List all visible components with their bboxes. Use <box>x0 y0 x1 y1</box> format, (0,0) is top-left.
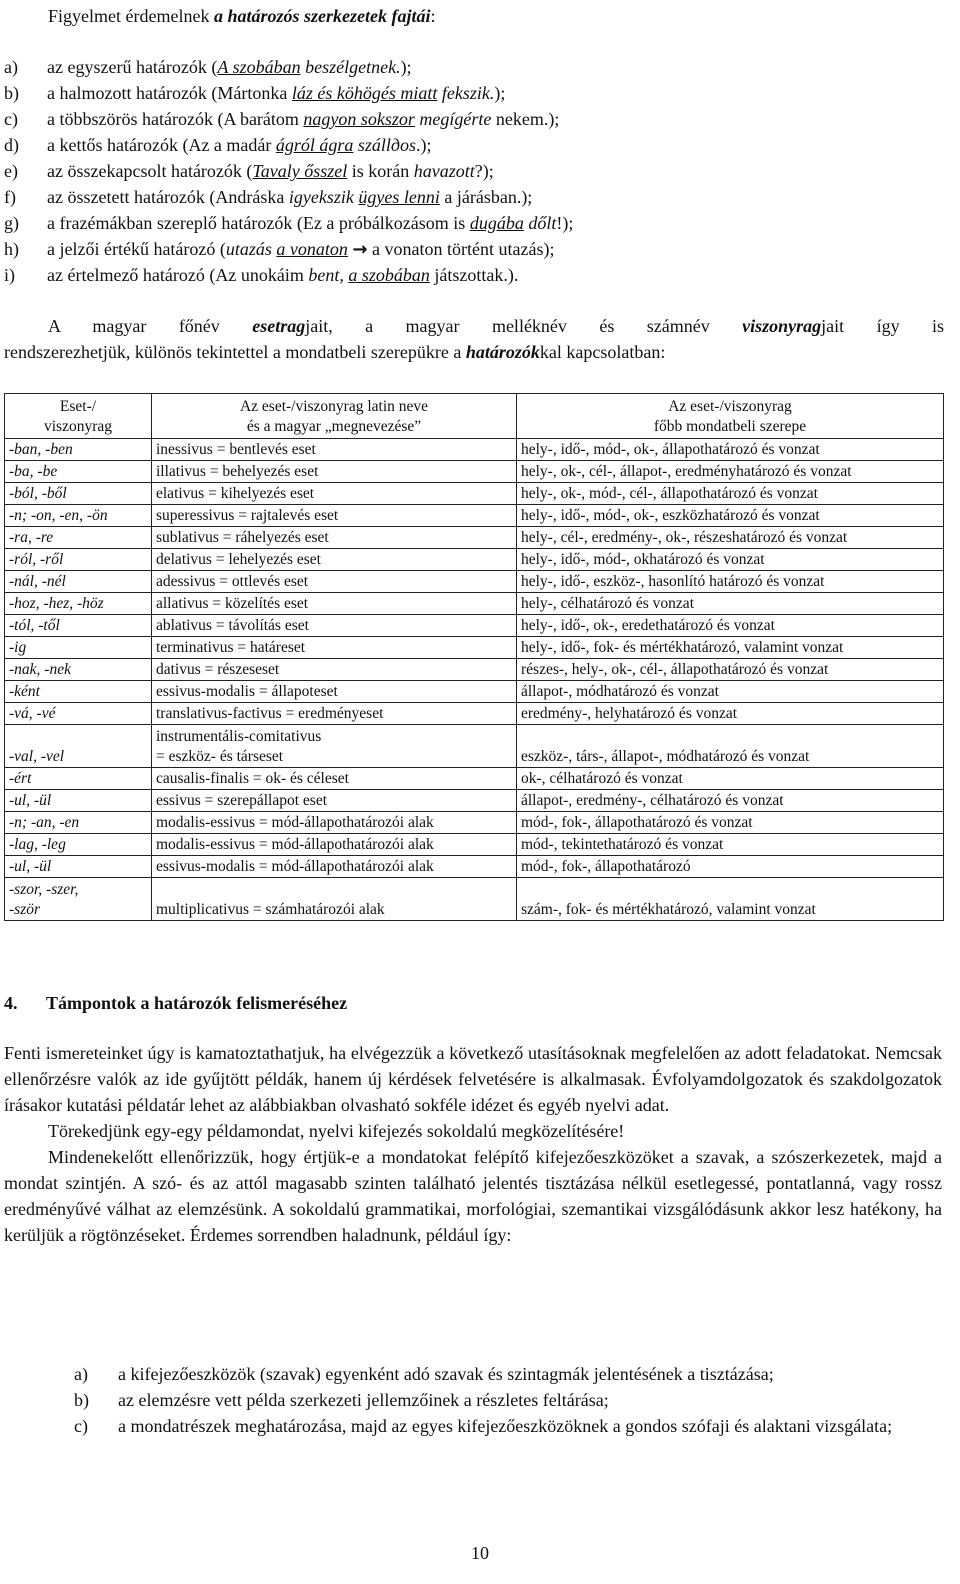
list-item: h) a jelzői értékű határozó (utazás a vonaton → a vonaton történt utazás); <box>4 236 944 262</box>
table-row <box>5 439 944 461</box>
page-number: 10 <box>471 1543 489 1563</box>
header-suffix: Eset-/ viszonyrag <box>5 394 152 439</box>
table-cell-role: szám-, fok- és mértékhatározó, valamint vonzat <box>517 878 944 921</box>
table-row <box>5 527 944 549</box>
table-cell-suf: -ban, -ben <box>5 439 152 461</box>
type-text: az egyszerű határozók (A szobában beszélgetnek.); <box>47 57 412 77</box>
type-text: a kettős határozók (Az a madár ágról ágra szállдos.); <box>47 135 432 155</box>
table-cell-lat: sublativus = ráhelyezés eset <box>152 527 517 549</box>
table-cell-role: hely-, idő-, mód-, ok-, eszközhatározó és vonzat <box>517 505 944 527</box>
table-cell-role: hely-, idő-, mód-, ok-, állapothatározó és vonzat <box>517 439 944 461</box>
table-cell-suf: -nak, -nek <box>5 659 152 681</box>
type-text: az összetett határozók (Andráska igyekszik ügyes lenni a járásban.); <box>47 187 533 207</box>
table-cell-lat: terminativus = határeset <box>152 637 517 659</box>
table-cell-role: állapot-, módhatározó és vonzat <box>517 681 944 703</box>
table-cell-suf: -ul, -ül <box>5 790 152 812</box>
type-text: a jelzői értékű határozó (utazás a vonaton → a vonaton történt utazás); <box>47 239 555 260</box>
table-header-row <box>5 394 944 439</box>
table-row <box>5 659 944 681</box>
table-cell-lat: allativus = közelítés eset <box>152 593 517 615</box>
type-text: a frazémákban szereplő határozók (Ez a próbálkozásom is dugába dőlt!); <box>47 213 574 233</box>
intro-prefix: Figyelmet érdemelnek <box>48 6 214 26</box>
table-cell-suf: -val, -vel <box>5 725 152 768</box>
table-cell-lat: ablativus = távolítás eset <box>152 615 517 637</box>
list-item: g) a frazémákban szereplő határozók (Ez a próbálkozásom is dugába dőlt!); <box>4 210 944 236</box>
table-cell-role: mód-, fok-, állapothatározó és vonzat <box>517 812 944 834</box>
table-row <box>5 549 944 571</box>
table-cell-suf: -n; -on, -en, -ön <box>5 505 152 527</box>
table-cell-lat: essivus-modalis = állapoteset <box>152 681 517 703</box>
table-cell-role: mód-, tekintethatározó és vonzat <box>517 834 944 856</box>
list-item: c) a mondatrészek meghatározása, majd az egyes kifejezőeszközöknek a gondos szófaji és alaktani vizsgálata; <box>74 1416 893 1436</box>
table-row <box>5 834 944 856</box>
table-cell-role: eredmény-, helyhatározó és vonzat <box>517 703 944 725</box>
list-item: c) a többszörös határozók (A barátom nagyon sokszor megígérte nekem.); <box>4 106 944 132</box>
type-text: az értelmező határozó (Az unokáim bent, a szobában játszottak.). <box>47 265 519 285</box>
table-cell-role: hely-, idő-, eszköz-, hasonlító határozó és vonzat <box>517 571 944 593</box>
list-item: b) az elemzésre vett példa szerkezeti jellemzőinek a részletes feltárása; <box>74 1390 609 1410</box>
body-paragraph: Mindenekelőtt ellenőrizzük, hogy értjük-e a mondatokat felépítő kifejezőeszközöket a szavak, a szószerkezetek, majd a mondat szintjén. A szó- és az attól magasabb szinten található jelentés tisztázása nélkül esetlegessé, pontatlanná, vagy rossz eredményűvé válhat az elemzésünk. A sokoldalú grammatikai, morfológiai, szemantikai vizsgálódásunk akkor lesz hatékony, ha kerüljük a rögtönzéseket. Érdemes sorrendben haladnunk, például így: <box>4 1147 942 1245</box>
section-body <box>4 1040 942 1248</box>
table-cell-role: hely-, idő-, ok-, eredethatározó és vonzat <box>517 615 944 637</box>
list-item: a) az egyszerű határozók (A szobában beszélgetnek.); <box>4 54 944 80</box>
table-cell-lat: translativus-factivus = eredményeset <box>152 703 517 725</box>
type-text: a halmozott határozók (Mártonka láz és köhögés miatt fekszik.); <box>47 83 506 103</box>
table-cell-role: hely-, idő-, mód-, okhatározó és vonzat <box>517 549 944 571</box>
table-cell-role: hely-, cél-, eredmény-, ok-, részeshatározó és vonzat <box>517 527 944 549</box>
table-cell-suf: -ból, -ből <box>5 483 152 505</box>
intro-line <box>48 2 435 30</box>
table-cell-lat: instrumentális-comitativus = eszköz- és társeset <box>152 725 517 768</box>
case-intro-paragraph <box>4 313 944 365</box>
table-cell-suf: -nál, -nél <box>5 571 152 593</box>
table-row <box>5 790 944 812</box>
table-cell-lat: illativus = behelyezés eset <box>152 461 517 483</box>
table-row <box>5 571 944 593</box>
table-cell-role: hely-, célhatározó és vonzat <box>517 593 944 615</box>
list-item: f) az összetett határozók (Andráska igyekszik ügyes lenni a járásban.); <box>4 184 944 210</box>
list-item: a) a kifejezőeszközök (szavak) egyenként adó szavak és szintagmák jelentésének a tisztázása; <box>74 1364 774 1384</box>
table-row <box>5 725 944 768</box>
table-cell-role: részes-, hely-, ok-, cél-, állapothatározó és vonzat <box>517 659 944 681</box>
section-heading: 4. Támpontok a határozók felismeréséhez <box>4 993 348 1013</box>
table-cell-suf: -vá, -vé <box>5 703 152 725</box>
intro-emphasis: a határozós szerkezetek fajtái <box>213 6 431 26</box>
table-cell-lat: modalis-essivus = mód-állapothatározói alak <box>152 834 517 856</box>
table-cell-lat: inessivus = bentlevés eset <box>152 439 517 461</box>
list-item: i) az értelmező határozó (Az unokáim bent, a szobában játszottak.). <box>4 262 944 288</box>
table-cell-suf: -lag, -leg <box>5 834 152 856</box>
table-cell-role: hely-, ok-, mód-, cél-, állapothatározó és vonzat <box>517 483 944 505</box>
table-cell-suf: -tól, -től <box>5 615 152 637</box>
table-cell-suf: -ról, -ről <box>5 549 152 571</box>
case-intro-line-2: rendszerezhetjük, különös tekintettel a mondatbeli szerepükre a határozókkal kapcsolatban: <box>4 342 666 362</box>
table-row <box>5 505 944 527</box>
list-item: e) az összekapcsolt határozók (Tavaly ősszel is korán havazott?); <box>4 158 944 184</box>
list-item: d) a kettős határozók (Az a madár ágról ágra szállдos.); <box>4 132 944 158</box>
table-cell-role: hely-, ok-, cél-, állapot-, eredményhatározó és vonzat <box>517 461 944 483</box>
list-item: b) a halmozott határozók (Mártonka láz és köhögés miatt fekszik.); <box>4 80 944 106</box>
table-cell-suf: -ért <box>5 768 152 790</box>
header-latin-name: Az eset-/viszonyrag latin neve és a magyar „megnevezése” <box>152 394 517 439</box>
table-cell-lat: essivus = szerepállapot eset <box>152 790 517 812</box>
arrow-right-icon: → <box>352 239 368 260</box>
table-cell-lat: modalis-essivus = mód-állapothatározói alak <box>152 812 517 834</box>
table-cell-lat: delativus = lehelyezés eset <box>152 549 517 571</box>
intro-suffix: : <box>430 6 436 26</box>
table-cell-lat: adessivus = ottlevés eset <box>152 571 517 593</box>
case-suffix-table <box>4 393 944 921</box>
table-cell-role: mód-, fok-, állapothatározó <box>517 856 944 878</box>
table-row <box>5 615 944 637</box>
table-row <box>5 878 944 921</box>
body-paragraph: Fenti ismereteinket úgy is kamatoztathatjuk, ha elvégezzük a következő utasításoknak megfelelően az adott feladatokat. Nemcsak ellenőrzésre valók az ide gyűjtött példák, hanem új kérdések felvetésére is alkalmasak. Évfolyamdolgozatok és szakdolgozatok írásakor kutatási példatár lehet az alábbiakban olvasható sokféle idézet és egyéb nyelvi adat. <box>4 1043 942 1115</box>
table-row <box>5 812 944 834</box>
table-cell-lat: dativus = részeseset <box>152 659 517 681</box>
type-text: az összekapcsolt határozók (Tavaly ősszel is korán havazott?); <box>47 161 494 181</box>
adverbial-types-list <box>4 54 944 288</box>
table-row <box>5 703 944 725</box>
table-cell-role: ok-, célhatározó és vonzat <box>517 768 944 790</box>
table-cell-suf: -ig <box>5 637 152 659</box>
table-cell-lat: superessivus = rajtalevés eset <box>152 505 517 527</box>
table-cell-lat: essivus-modalis = mód-állapothatározói alak <box>152 856 517 878</box>
table-row <box>5 483 944 505</box>
table-row <box>5 593 944 615</box>
type-text: a többszörös határozók (A barátom nagyon sokszor megígérte nekem.); <box>47 109 560 129</box>
table-row <box>5 856 944 878</box>
table-cell-suf: -ba, -be <box>5 461 152 483</box>
header-role: Az eset-/viszonyrag főbb mondatbeli szerepe <box>517 394 944 439</box>
table-cell-role: állapot-, eredmény-, célhatározó és vonzat <box>517 790 944 812</box>
body-paragraph: Törekedjünk egy-egy példamondat, nyelvi kifejezés sokoldalú megközelítésére! <box>48 1121 625 1141</box>
case-intro-line-1: A magyar főnév esetragjait, a magyar melléknév és számnév viszonyragjait így is <box>48 316 945 336</box>
table-cell-suf: -ra, -re <box>5 527 152 549</box>
table-cell-lat: elativus = kihelyezés eset <box>152 483 517 505</box>
table-cell-suf: -hoz, -hez, -höz <box>5 593 152 615</box>
table-cell-suf: -szor, -szer, -ször <box>5 878 152 921</box>
table-cell-suf: -ként <box>5 681 152 703</box>
table-row <box>5 681 944 703</box>
table-row <box>5 461 944 483</box>
table-cell-suf: -ul, -ül <box>5 856 152 878</box>
table-row <box>5 768 944 790</box>
table-cell-lat: multiplicativus = számhatározói alak <box>152 878 517 921</box>
table-cell-role: eszköz-, társ-, állapot-, módhatározó és vonzat <box>517 725 944 768</box>
table-cell-lat: causalis-finalis = ok- és céleset <box>152 768 517 790</box>
table-cell-role: hely-, idő-, fok- és mértékhatározó, valamint vonzat <box>517 637 944 659</box>
table-cell-suf: -n; -an, -en <box>5 812 152 834</box>
table-row <box>5 637 944 659</box>
analysis-steps-list <box>4 1361 942 1439</box>
